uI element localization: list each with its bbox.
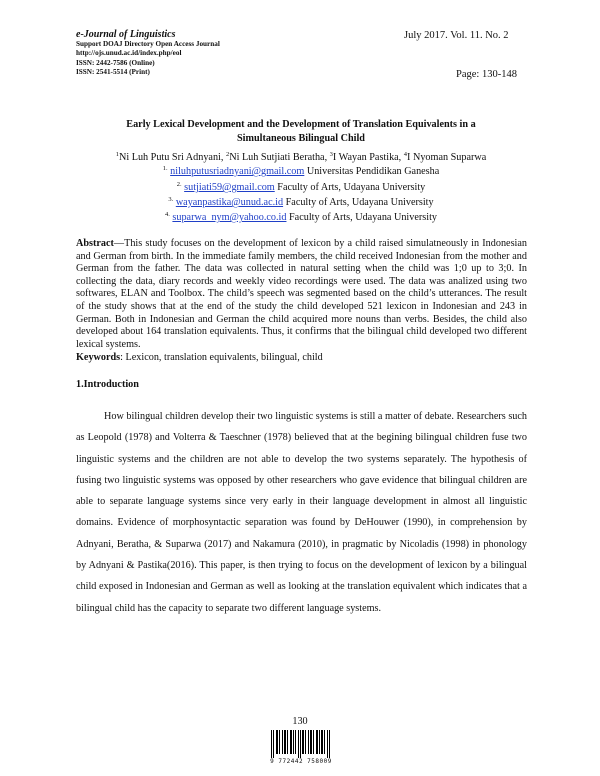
title-line-1: Early Lexical Development and the Development of Translation Equivalents in a — [126, 119, 476, 130]
affiliation-2-text: Faculty of Arts, Udayana University — [274, 182, 426, 193]
issn-print: ISSN: 2541-5514 (Print) — [76, 68, 150, 77]
barcode-icon — [271, 730, 331, 760]
affiliation-2-sup: 2. — [176, 181, 182, 188]
journal-header — [76, 30, 376, 78]
keywords — [76, 352, 527, 365]
author-4-sup: 4 — [403, 151, 408, 158]
journal-url[interactable]: http://ojs.unud.ac.id/index.php/eol — [76, 49, 182, 58]
affiliation-1-sup: 1. — [162, 165, 168, 172]
email-link-1[interactable]: niluhputusriadnyani@gmail.com — [170, 166, 305, 177]
affiliation-1 — [76, 166, 526, 178]
keywords-text: : Lexicon, translation equivalents, bilingual, child — [120, 352, 323, 363]
email-link-3[interactable]: wayanpastika@unud.ac.id — [175, 197, 284, 208]
issn-online: ISSN: 2442-7586 (Online) — [76, 58, 155, 67]
author-4: I Nyoman Suparwa — [407, 152, 487, 163]
affiliation-2 — [76, 182, 526, 194]
affiliation-3-text: Faculty of Arts, Udayana University — [283, 197, 434, 208]
author-3-sup: 3 — [329, 151, 333, 158]
intro-paragraph: How bilingual children develop their two linguistic systems is still a matter of debate. Researchers such as Leopold (1978) and Volterra & Taeschner (1978) believed that at the begining bilingual children fuse two linguistic systems and the children are not able to develop the two systems separately. The hypothesis of fusing two linguistic systems was opposed by other researchers who gave evidence that bilingual children are able to separate language systems since very early in their language development in almost all linguistic domains. Evidence of morphosyntactic separation was found by DeHouwer (1990), in comprehension by Adnyani, Beratha, & Suparwa (2017) and Nakamura (2010), in pragmatic by Nicoladis (1998) in phonology by Adnyani & Pastika(2016). This paper, is then trying to focus on the development of lexicon by a bilingual child exposed in Indonesian and German as well as looking at the translation equivalent which indicates that a bilingual child has the capacity to separate two different language systems. — [76, 411, 527, 614]
author-2: Ni Luh Sutjiati Beratha, — [229, 152, 330, 163]
abstract-label: Abstract — [76, 238, 114, 249]
affiliation-4-sup: 4. — [164, 211, 170, 218]
abstract-text: —This study focuses on the development of lexicon by a child raised simulatneously in Indonesian and German from birth. In the immediate family members, the child received Indonesian from the mother and German from the father. The data was collected in natural setting when the child was 1;0 up to 3;0. In collecting the data, diary records and weekly video recordings were used. The data was analized using two softwares, ELAN and Toolbox. The child’s speech was segmented based on the child’s utterances. The result of the study shows that at the end of the study the child developed 521 lexicon in Indonesian and 243 in German. Both in Indonesian and German the child acquired more nouns than verbs. Besides, the child also developed about 164 translation equivalents. Thus, it confirms that the bilingual child developed two different lexical systems. — [76, 238, 527, 350]
affiliation-1-text: Universitas Pendidikan Ganesha — [304, 166, 440, 177]
abstract — [76, 238, 527, 351]
author-1-sup: 1 — [115, 151, 119, 158]
journal-name: e-Journal of Linguistics — [76, 29, 176, 40]
paper-title — [76, 118, 526, 146]
affiliation-3-sup: 3. — [168, 196, 174, 203]
author-2-sup: 2 — [225, 151, 230, 158]
barcode-digits: 9 772442 758009 — [270, 758, 332, 765]
author-list — [76, 152, 526, 164]
affiliation-4-text: Faculty of Arts, Udayana University — [286, 212, 437, 223]
doaj-line: Support DOAJ Directory Open Access Journal — [76, 39, 220, 48]
section-heading: 1.Introduction — [76, 379, 139, 390]
page-range: Page: 130-148 — [456, 69, 517, 80]
affiliation-3 — [76, 197, 526, 209]
email-link-4[interactable]: suparwa_nym@yahoo.co.id — [172, 212, 287, 223]
title-line-2: Simultaneous Bilingual Child — [237, 133, 365, 144]
author-1: Ni Luh Putu Sri Adnyani, — [118, 152, 226, 163]
email-link-2[interactable]: sutjiati59@gmail.com — [184, 182, 275, 193]
keywords-label: Keywords — [76, 352, 121, 363]
page-number: 130 — [292, 716, 308, 727]
affiliation-4 — [76, 212, 526, 224]
issue-info: July 2017. Vol. 11. No. 2 — [404, 30, 509, 41]
author-3: I Wayan Pastika, — [332, 152, 404, 163]
